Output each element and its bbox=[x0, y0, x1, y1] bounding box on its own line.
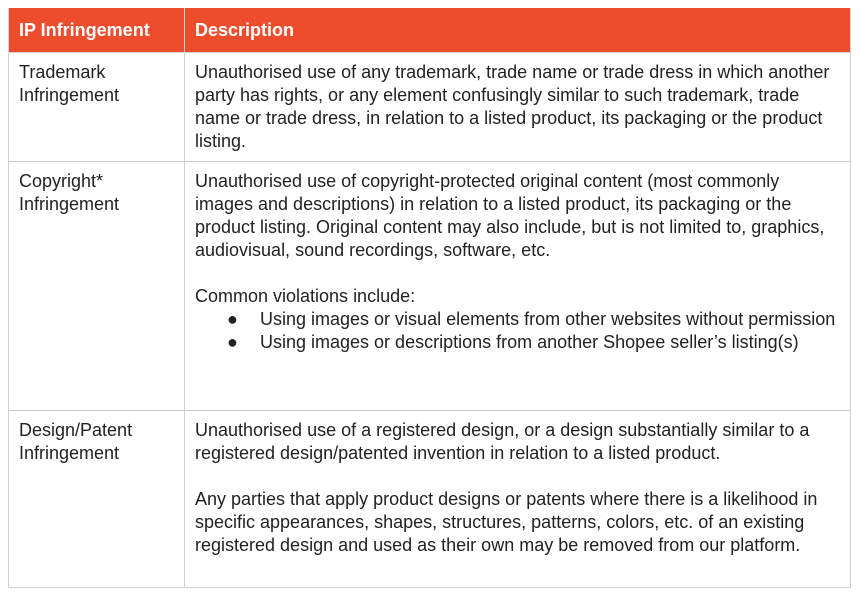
table-row bbox=[9, 162, 851, 411]
description-cell bbox=[185, 411, 851, 588]
table-row bbox=[9, 53, 851, 162]
infringement-type-label: Design/Patent Infringement bbox=[19, 420, 133, 463]
infringement-type-cell bbox=[9, 162, 185, 411]
list-item-text: Using images or visual elements from other websites without permission bbox=[260, 309, 836, 329]
description-paragraph: Unauthorised use of any trademark, trade name or trade dress in which another party has rights, or any element confusingly similar to such trademark, trade name or trade dress, in relation to a listed product, its packaging or the product listing. bbox=[195, 62, 830, 151]
infringement-type-label: Trademark Infringement bbox=[19, 62, 120, 105]
list-item bbox=[195, 308, 840, 331]
violations-list bbox=[195, 308, 840, 354]
table-row bbox=[9, 411, 851, 588]
table-header-row bbox=[9, 8, 851, 53]
column-header-ip-infringement: IP Infringement bbox=[9, 8, 185, 53]
bullet-icon: ● bbox=[227, 309, 238, 329]
description-paragraph: Any parties that apply product designs or patents where there is a likelihood in specific appearances, shapes, structures, patterns, colors, etc. of an existing registered design and used as their own may be removed from our platform. bbox=[195, 489, 818, 555]
description-paragraph: Unauthorised use of a registered design, or a design substantially similar to a registered design/patented invention in relation to a listed product. bbox=[195, 420, 810, 463]
description-paragraph: Unauthorised use of copyright-protected original content (most commonly images and descriptions) in relation to a listed product, its packaging or the product listing. Original content may also include, but is not limited to, graphics, audiovisual, sound recordings, software, etc. bbox=[195, 171, 825, 260]
common-violations-heading: Common violations include: bbox=[195, 286, 416, 306]
column-header-description: Description bbox=[185, 8, 851, 53]
ip-infringement-table bbox=[8, 8, 851, 588]
list-item-text: Using images or descriptions from another Shopee seller’s listing(s) bbox=[260, 332, 799, 352]
list-item bbox=[195, 331, 840, 354]
bullet-icon: ● bbox=[227, 332, 238, 352]
infringement-type-cell bbox=[9, 53, 185, 162]
infringement-type-label: Copyright* Infringement bbox=[19, 171, 120, 214]
description-cell bbox=[185, 53, 851, 162]
description-cell bbox=[185, 162, 851, 411]
infringement-type-cell bbox=[9, 411, 185, 588]
